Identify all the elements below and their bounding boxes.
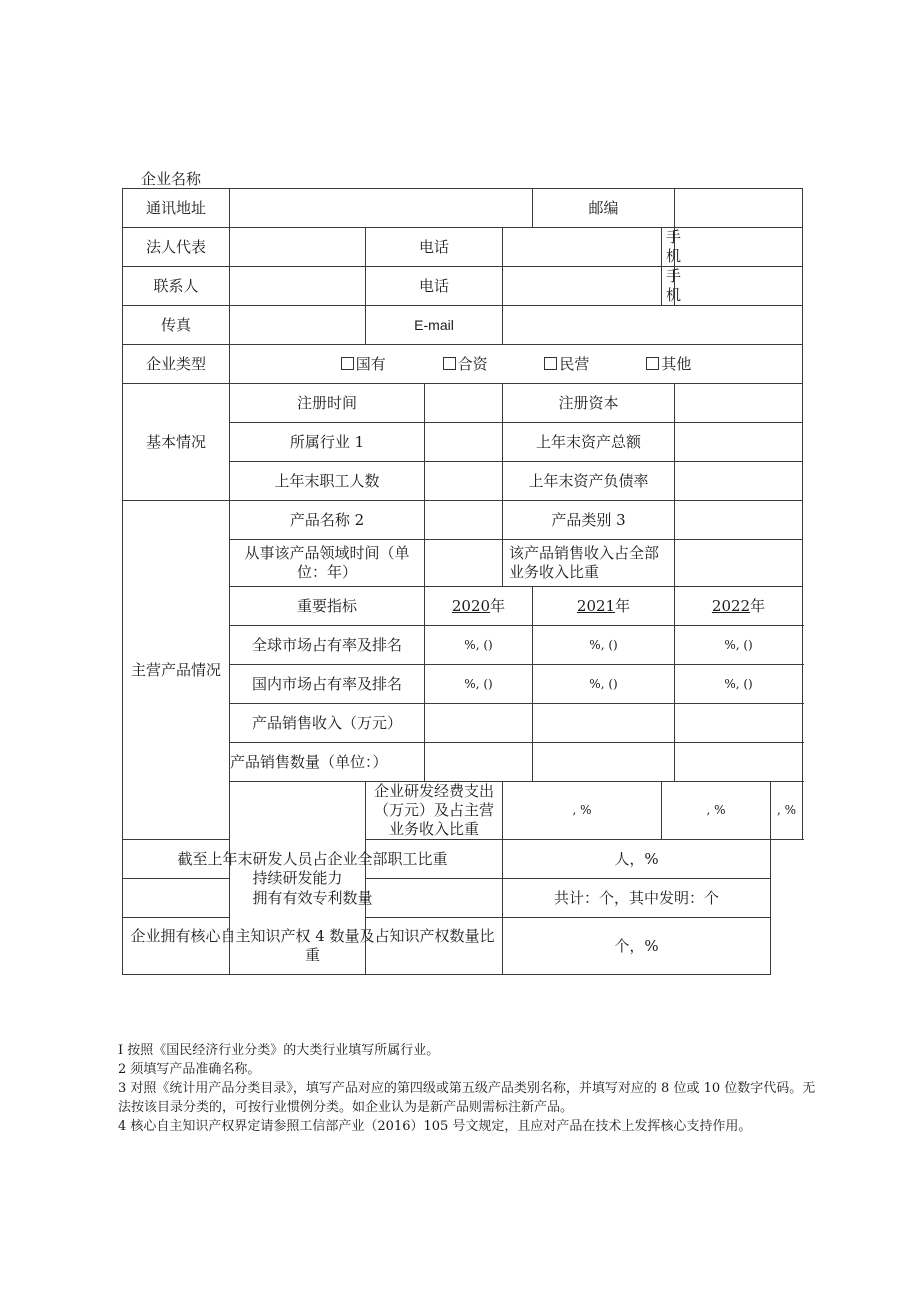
global-share-2020[interactable]: %, () xyxy=(425,626,533,665)
sales-revenue-2022[interactable] xyxy=(675,704,803,743)
year-2022-header: 2022年 xyxy=(675,587,803,626)
revenue-share-input[interactable] xyxy=(675,540,803,587)
basic-info-section: 基本情况 xyxy=(123,384,230,501)
debt-ratio-label: 上年末资产负债率 xyxy=(503,462,675,501)
footnote-2: 2 须填写产品准确名称。 xyxy=(118,1062,261,1077)
global-share-2021[interactable]: %, () xyxy=(533,626,675,665)
rd-expense-2021[interactable]: , % xyxy=(662,782,771,840)
fax-label: 传真 xyxy=(123,306,230,345)
sales-volume-2021[interactable] xyxy=(533,743,675,782)
key-indicators-label: 重要指标 xyxy=(230,587,425,626)
product-name-input[interactable] xyxy=(425,501,503,540)
product-name-label: 产品名称 2 xyxy=(230,501,425,540)
sales-volume-2022[interactable] xyxy=(675,743,803,782)
company-type-options xyxy=(230,345,803,384)
company-name-label: 企业名称 xyxy=(141,170,202,188)
footnote-4: 4 核心自主知识产权界定请参照工信部产业（2016）105 号文规定，且应对产品在技术上发挥核心支持作用。 xyxy=(118,1119,752,1134)
rd-staff-label: 截至上年末研发人员占企业全部职工比重 xyxy=(123,840,503,879)
domestic-share-2020[interactable]: %, () xyxy=(425,665,533,704)
industry-label: 所属行业 1 xyxy=(230,423,425,462)
email-label: E-mail xyxy=(366,306,503,345)
employees-input[interactable] xyxy=(425,462,503,501)
reg-capital-input[interactable] xyxy=(675,384,803,423)
checkbox-icon[interactable] xyxy=(544,357,557,370)
mobile-label: 手机 xyxy=(662,228,675,267)
contact-phone-label: 电话 xyxy=(366,267,503,306)
type-option-other[interactable]: 其他 xyxy=(646,355,691,374)
checkbox-icon[interactable] xyxy=(341,357,354,370)
debt-ratio-input[interactable] xyxy=(675,462,803,501)
product-category-label: 产品类别 3 xyxy=(503,501,675,540)
postcode-label: 邮编 xyxy=(533,189,675,228)
mobile-input[interactable] xyxy=(675,228,803,267)
legal-rep-label: 法人代表 xyxy=(123,228,230,267)
total-assets-label: 上年末资产总额 xyxy=(503,423,675,462)
reg-capital-label: 注册资本 xyxy=(503,384,675,423)
rd-expense-label: 企业研发经费支出（万元）及占主营业务收入比重 xyxy=(366,782,503,840)
address-label: 通讯地址 xyxy=(123,189,230,228)
checkbox-icon[interactable] xyxy=(646,357,659,370)
application-form-table xyxy=(122,188,803,975)
sales-volume-2020[interactable] xyxy=(425,743,533,782)
reg-time-label: 注册时间 xyxy=(230,384,425,423)
rd-expense-2020[interactable]: , % xyxy=(503,782,662,840)
years-in-field-input[interactable] xyxy=(425,540,503,587)
address-input[interactable] xyxy=(230,189,533,228)
contact-input[interactable] xyxy=(230,267,366,306)
company-type-label: 企业类型 xyxy=(123,345,230,384)
employees-label: 上年末职工人数 xyxy=(230,462,425,501)
contact-mobile-input[interactable] xyxy=(675,267,803,306)
rd-capability-section: 持续研发能力 xyxy=(230,782,366,975)
fax-input[interactable] xyxy=(230,306,366,345)
product-category-input[interactable] xyxy=(675,501,803,540)
sales-revenue-2021[interactable] xyxy=(533,704,675,743)
patents-value[interactable]: 共计：个，其中发明：个 xyxy=(503,879,771,918)
industry-input[interactable] xyxy=(425,423,503,462)
domestic-share-2022[interactable]: %, () xyxy=(675,665,803,704)
type-option-state[interactable]: 国有 xyxy=(341,355,386,374)
footnote-1: I 按照《国民经济行业分类》的大类行业填写所属行业。 xyxy=(118,1043,440,1058)
rd-staff-value[interactable]: 人，% xyxy=(503,840,771,879)
type-option-jv[interactable]: 合资 xyxy=(443,355,488,374)
type-option-private[interactable]: 民营 xyxy=(544,355,589,374)
contact-label: 联系人 xyxy=(123,267,230,306)
sales-revenue-2020[interactable] xyxy=(425,704,533,743)
total-assets-input[interactable] xyxy=(675,423,803,462)
years-in-field-label: 从事该产品领域时间（单位：年） xyxy=(230,540,425,587)
email-input[interactable] xyxy=(503,306,803,345)
rd-expense-2022[interactable]: , % xyxy=(771,782,803,840)
year-2020-header: 2020年 xyxy=(425,587,533,626)
revenue-share-label: 该产品销售收入占全部业务收入比重 xyxy=(503,540,675,587)
sales-volume-label: 产品销售数量（单位：） xyxy=(230,743,425,782)
global-share-label: 全球市场占有率及排名 xyxy=(230,626,425,665)
ip-label: 企业拥有核心自主知识产权 4 数量及占知识产权数量比重 xyxy=(123,918,503,975)
legal-rep-input[interactable] xyxy=(230,228,366,267)
reg-time-input[interactable] xyxy=(425,384,503,423)
patents-label: 拥有有效专利数量 xyxy=(123,879,503,918)
phone-label: 电话 xyxy=(366,228,503,267)
ip-value[interactable]: 个，% xyxy=(503,918,771,975)
domestic-share-label: 国内市场占有率及排名 xyxy=(230,665,425,704)
contact-mobile-label: 手机 xyxy=(662,267,675,306)
global-share-2022[interactable]: %, () xyxy=(675,626,803,665)
footnote-3: 3 对照《统计用产品分类目录》，填写产品对应的第四级或第五级产品类别名称，并填写对应的 8 位或 10 位数字代码。无法按该目录分类的，可按行业惯例分类。如企业认为是新产品则需标注新产品。 xyxy=(118,1081,816,1115)
contact-phone-input[interactable] xyxy=(503,267,662,306)
main-product-section: 主营产品情况 xyxy=(123,501,230,840)
phone-input[interactable] xyxy=(503,228,662,267)
year-2021-header: 2021年 xyxy=(533,587,675,626)
sales-revenue-label: 产品销售收入（万元） xyxy=(230,704,425,743)
postcode-input[interactable] xyxy=(675,189,803,228)
checkbox-icon[interactable] xyxy=(443,357,456,370)
domestic-share-2021[interactable]: %, () xyxy=(533,665,675,704)
